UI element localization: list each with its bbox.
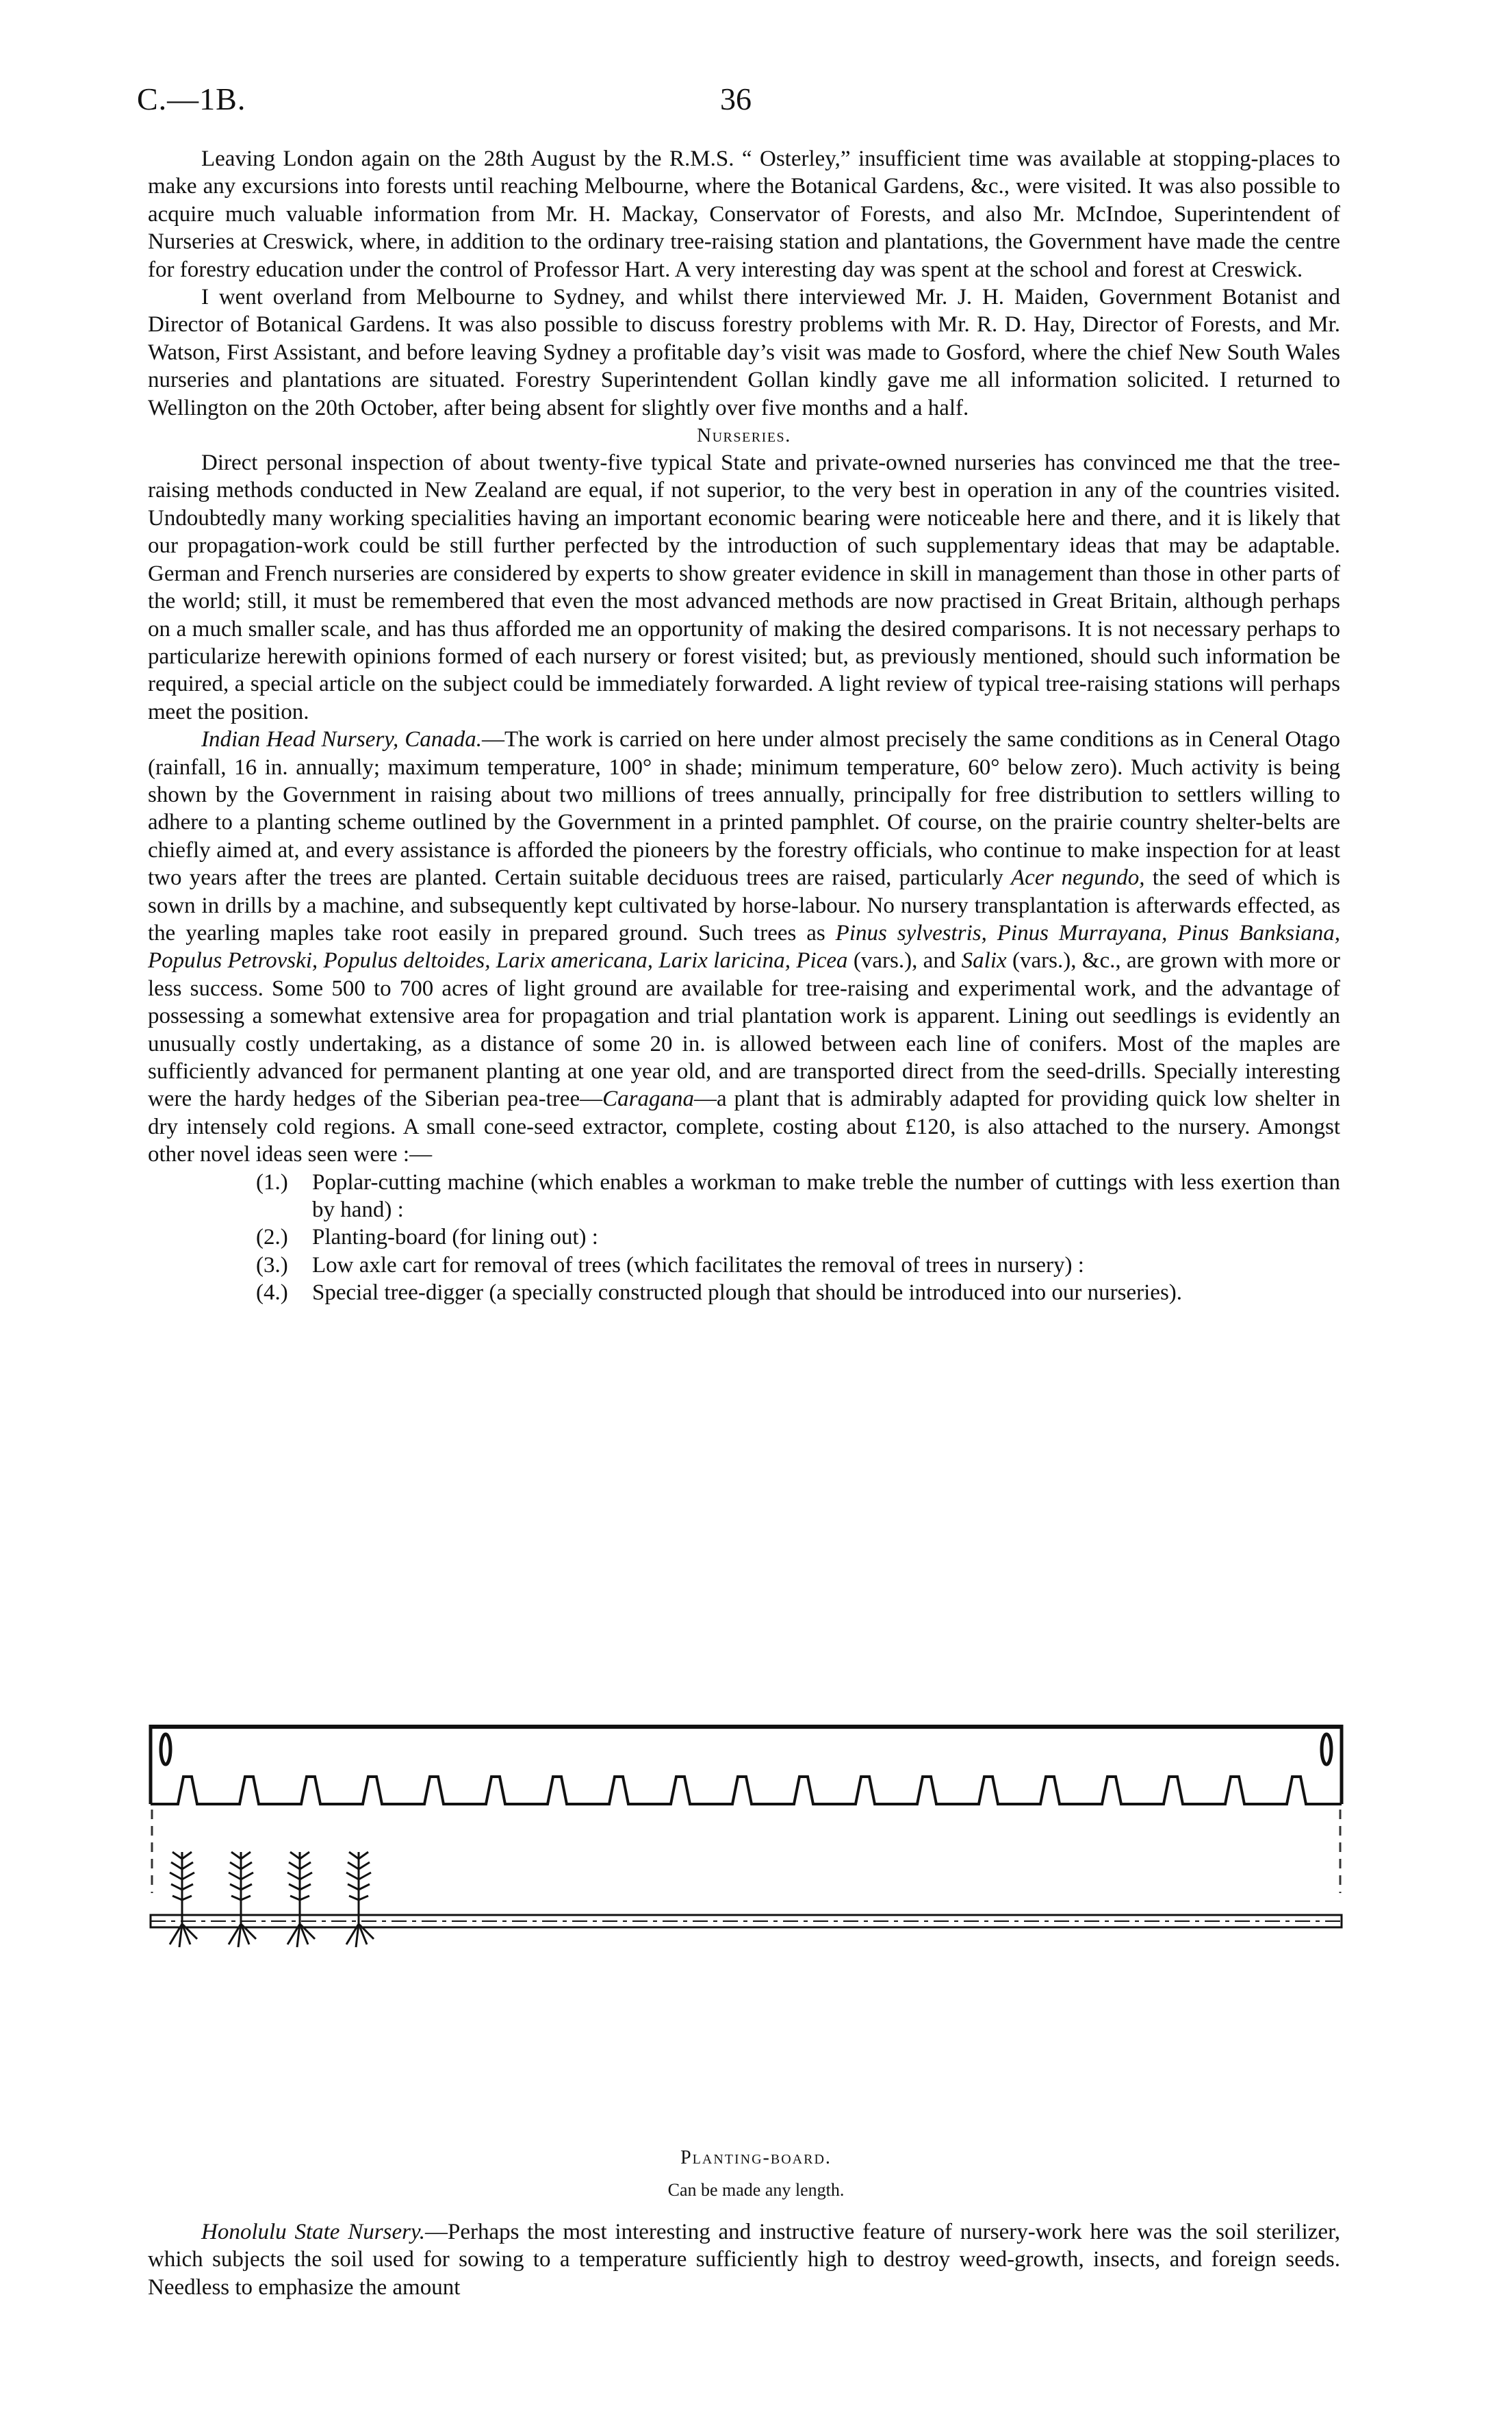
right-handle-icon	[1322, 1734, 1331, 1764]
species-acer: Acer negundo,	[1011, 865, 1145, 891]
indian-head-text-b: the seed of which is sown in drills by a machine, and subsequently kept cultivated by horse-labour. No nursery transplantation is afterwards effected, as the yearling maples take root easily in prepared ground. Such trees as	[148, 865, 1340, 946]
paragraph-indian-head	[148, 726, 1340, 1169]
list-item: (2.) Planting-board (for lining out) :	[256, 1225, 598, 1250]
figure-title: Planting-board.	[680, 2147, 832, 2168]
honolulu-heading: Honolulu State Nursery.	[201, 2220, 426, 2244]
novel-ideas-list	[148, 1169, 1340, 1307]
paragraph-honolulu	[148, 2218, 1340, 2301]
indian-head-heading: Indian Head Nursery, Canada.	[201, 727, 482, 752]
honolulu-section	[148, 2218, 1340, 2301]
species-caragana: Caragana	[602, 1087, 694, 1112]
indian-head-text-d: (vars.), &c., are grown with more or less success. Some 500 to 700 acres of light ground are available for tree-raising and experimental work, and the advantage of possessing a somewhat extensive area for propagation and trial plantation work is apparent. Lining out seedlings is evidently an unusually costly undertaking, as a distance of some 20 in. is allowed between each line of conifers. Most of the maples are sufficiently advanced for permanent planting at one year old, and are transported direct from the seed-drills. Specially interesting were the hardy hedges of the Siberian pea-tree—	[148, 948, 1340, 1112]
paragraph-sydney: I went overland from Melbourne to Sydney, and whilst there interviewed Mr. J. H. Maiden, Government Botanist and Director of Botanical Gardens. It was also possible to discuss forestry problems with Mr. R. D. Hay, Director of Forests, and Mr. Watson, First Assistant, and before leaving Sydney a profitable day’s visit was made to Gosford, where the chief New South Wales nurseries and plantations are situated. Forestry Superintendent Gollan kindly gave me all information solicited. I returned to Wellington on the 20th October, after being absent for slightly over five months and a half.	[148, 285, 1340, 420]
seedling-icon	[346, 1852, 374, 1947]
page-number: 36	[720, 81, 752, 116]
planting-board-illustration	[137, 1722, 1355, 1962]
planting-board-drawing	[137, 1722, 1355, 1962]
list-item: (3.) Low axle cart for removal of trees (which facilitates the removal of trees in nursery) :	[256, 1252, 1084, 1278]
indian-head-text-c: (vars.), and	[847, 948, 962, 974]
figure-subtitle: Can be made any length.	[667, 2180, 845, 2200]
indian-head-text-e: —a plant that is admirably adapted for providing quick low shelter in dry intensely cold regions. A small cone-seed extractor, complete, costing about £120, is also attached to the nursery. Amongst other novel ideas seen were :—	[148, 1087, 1340, 1167]
indian-head-text-a: —The work is carried on here under almost precisely the same conditions as in Ceneral Otago (rainfall, 16 in. annually; maximum temperature, 100° in shade; minimum temperature, 60° below zero). Much activity is being shown by the Government in raising about two millions of trees annually, principally for free distribution to settlers willing to adhere to a planting scheme outlined by the Government in a printed pamphlet. Of course, on the prairie country shelter-belts are chiefly aimed at, and every assistance is afforded the pioneers by the forestry officials, who continue to make inspection for at least two years after the trees are planted. Certain suitable deciduous trees are raised, particularly	[148, 727, 1340, 891]
list-item: (1.) Poplar-cutting machine (which enables a workman to make treble the number of cuttings with less exertion than by hand) :	[256, 1169, 1340, 1223]
paragraph-nurseries-intro: Direct personal inspection of about twenty-five typical State and private-owned nurseries has convinced me that the tree-raising methods conducted in New Zealand are equal, if not superior, to the very best in operation in any of the countries visited. Undoubtedly many working specialities having an important economic bearing were noticeable here and there, and it is likely that our propagation-work could be still further perfected by the introduction of such supplementary ideas that may be adaptable. German and French nurseries are considered by experts to show greater evidence in skill in management than those in other parts of the world; still, it must be remembered that even the most advanced methods are now practised in Great Britain, although perhaps on a much smaller scale, and has thus afforded me an opportunity of making the desired comparisons. It is not necessary perhaps to particularize herewith opinions formed of each nursery or forest visited; but, as previously mentioned, should such information be required, a special article on the subject could be immediately forwarded. A light review of typical tree-raising stations will perhaps meet the position.	[148, 451, 1341, 724]
board-top-edge	[151, 1725, 1342, 1729]
list-item: (4.) Special tree-digger (a specially constructed plough that should be introduced into our nurseries).	[256, 1280, 1183, 1306]
body-text	[148, 145, 1340, 1307]
species-list: Pinus sylvestris, Pinus Murrayana, Pinus Banksiana, Populus Petrovski, Populus deltoides, Larix americana, Larix laricina, Picea	[148, 920, 1340, 974]
seedling-icon	[170, 1852, 197, 1947]
notched-edge	[151, 1777, 1342, 1804]
left-handle-icon	[161, 1734, 170, 1764]
seedling-icon	[229, 1852, 256, 1947]
paragraph-osterley: Leaving London again on the 28th August by the R.M.S. “ Osterley,” insufficient time was available at stopping-places to make any excursions into forests until reaching Melbourne, where the Botanical Gardens, &c., were visited. It was also possible to acquire much valuable information from Mr. H. Mackay, Conservator of Forests, and also Mr. McIndoe, Superintendent of Nurseries at Creswick, where, in addition to the ordinary tree-raising station and plantations, the Government have made the centre for forestry education under the control of Professor Hart. A very interesting day was spent at the school and forest at Creswick.	[148, 147, 1340, 282]
document-reference: C.—1B.	[137, 81, 246, 116]
seedling-icon	[287, 1852, 315, 1947]
species-salix: Salix	[961, 948, 1007, 974]
section-heading-nurseries: Nurseries.	[697, 424, 791, 447]
honolulu-text: —Perhaps the most interesting and instructive feature of nursery-work here was the soil sterilizer, which subjects the soil used for sowing to a temperature sufficiently high to destroy weed-growth, insects, and foreign seeds. Needless to emphasize the amount	[148, 2220, 1340, 2300]
